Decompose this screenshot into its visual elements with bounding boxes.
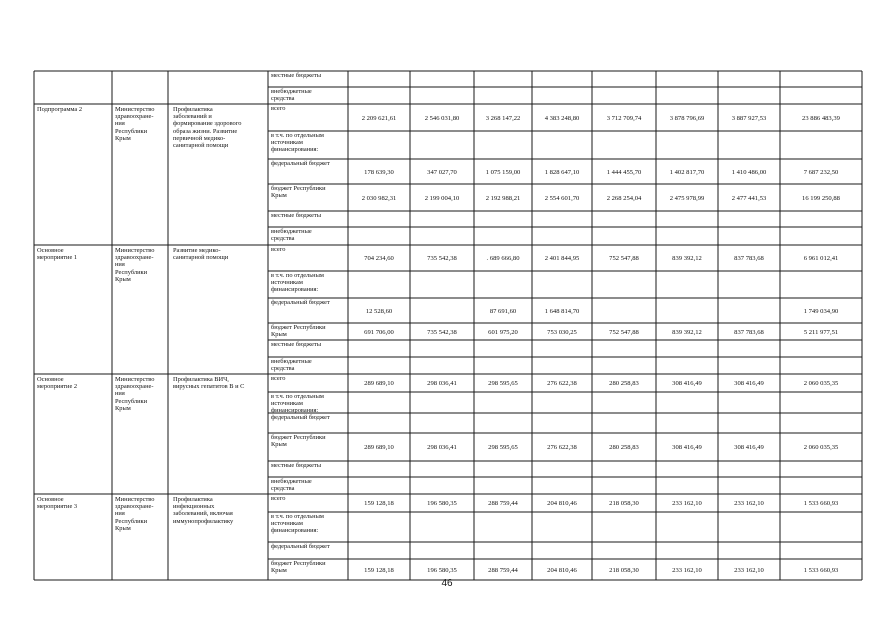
program-cell: Основное [37, 496, 64, 503]
amount-cell: 2 401 844,95 [544, 255, 580, 262]
funding-source-label: всего [271, 375, 286, 382]
funding-source-label: федеральный бюджет [271, 543, 330, 550]
amount-cell: 752 547,88 [609, 255, 639, 262]
amount-cell: 204 810,46 [547, 500, 577, 507]
amount-cell: 276 622,38 [547, 444, 577, 451]
amount-cell: 2 209 621,61 [361, 114, 397, 122]
amount-cell: 159 128,18 [364, 566, 394, 574]
amount-cell: 2 060 035,35 [803, 444, 839, 451]
funding-source-label: местные бюджеты [271, 462, 322, 469]
funding-source-label: в т.ч. по отдельным [271, 132, 324, 139]
amount-cell: 298 595,65 [488, 444, 518, 451]
funding-source-label: финансирования: [271, 286, 319, 294]
amount-cell: 1 749 034,90 [803, 307, 839, 315]
funding-source-label: внебюджетные [271, 478, 312, 485]
amount-cell: 298 036,41 [427, 444, 457, 451]
funding-source-label: средства [271, 95, 295, 103]
measure-cell: Профилактика [173, 496, 213, 503]
measure-cell: иммунопрофилактику [173, 517, 234, 525]
measure-cell: заболеваний, включая [173, 510, 233, 518]
amount-cell: 837 783,68 [734, 255, 764, 262]
executor-cell: Крым [115, 275, 131, 283]
funding-source-label: средства [271, 235, 295, 243]
funding-source-label: внебюджетные [271, 228, 312, 235]
funding-source-label: Крым [271, 331, 287, 339]
measure-cell: Профилактика [173, 106, 213, 113]
amount-cell: 1 075 159,00 [485, 168, 521, 176]
amount-cell: 5 211 977,51 [803, 328, 839, 336]
amount-cell: 691 706,00 [364, 328, 394, 336]
amount-cell: 1 444 455,70 [606, 168, 642, 176]
executor-cell: Республики [115, 127, 148, 135]
amount-cell: 308 416,49 [672, 380, 702, 387]
funding-source-label: внебюджетные [271, 358, 312, 365]
amount-cell: 280 258,83 [609, 444, 639, 451]
funding-source-label: всего [271, 495, 286, 502]
funding-source-label: средства [271, 365, 295, 373]
amount-cell: 159 128,18 [364, 500, 394, 507]
amount-cell: 23 886 483,39 [802, 114, 840, 122]
amount-cell: 87 691,60 [489, 307, 517, 315]
funding-source-label: в т.ч. по отдельным [271, 513, 324, 520]
executor-cell: ния [115, 510, 125, 518]
amount-cell: 16 199 250,88 [802, 194, 840, 202]
funding-source-label: источникам [271, 520, 303, 528]
executor-cell: ния [115, 120, 125, 128]
amount-cell: 3 887 927,53 [731, 114, 767, 122]
amount-cell: 196 580,35 [427, 500, 457, 507]
amount-cell: 2 192 988,21 [485, 194, 521, 202]
executor-cell: Республики [115, 268, 148, 276]
amount-cell: 3 712 709,74 [606, 114, 642, 122]
program-cell: Основное [37, 376, 64, 383]
amount-cell: 2 030 982,31 [361, 194, 397, 202]
funding-source-label: федеральный бюджет [271, 299, 330, 306]
funding-source-label: всего [271, 105, 286, 112]
amount-cell: 4 383 248,80 [544, 114, 580, 122]
funding-source-label: Крым [271, 441, 287, 449]
amount-cell: 704 234,60 [364, 255, 394, 262]
amount-cell: 308 416,49 [734, 380, 764, 387]
measure-cell: Развитие медико- [173, 247, 221, 254]
amount-cell: 735 542,38 [427, 328, 457, 336]
measure-cell: инфекционных [173, 503, 215, 511]
amount-cell: 3 268 147,22 [485, 114, 521, 122]
amount-cell: 289 689,10 [364, 380, 394, 387]
executor-cell: Крым [115, 404, 131, 412]
amount-cell: 6 961 012,41 [803, 255, 839, 262]
program-cell: Основное [37, 247, 64, 254]
funding-source-label: местные бюджеты [271, 72, 322, 79]
amount-cell: 1 402 817,70 [669, 168, 705, 176]
program-cell: мероприятие 3 [37, 503, 78, 511]
amount-cell: 218 058,30 [609, 566, 639, 574]
amount-cell: 298 595,65 [488, 380, 518, 387]
funding-source-label: финансирования: [271, 527, 319, 535]
executor-cell: Министерство [115, 106, 155, 113]
executor-cell: Министерство [115, 496, 155, 503]
funding-source-label: в т.ч. по отдельным [271, 272, 324, 279]
amount-cell: 12 528,60 [365, 307, 393, 315]
funding-source-label: бюджет Республики [271, 324, 326, 331]
amount-cell: 289 689,10 [364, 444, 394, 451]
amount-cell: 298 036,41 [427, 380, 457, 387]
amount-cell: 3 878 796,69 [669, 114, 705, 122]
amount-cell: 1 533 660,93 [803, 566, 839, 574]
funding-source-label: местные бюджеты [271, 212, 322, 219]
executor-cell: Министерство [115, 247, 155, 254]
amount-cell: 2 475 978,99 [669, 194, 705, 202]
executor-cell: ния [115, 261, 125, 269]
amount-cell: 1 533 660,93 [803, 500, 839, 507]
amount-cell: 2 199 004,10 [424, 194, 460, 202]
amount-cell: 1 648 814,70 [544, 307, 580, 315]
amount-cell: 218 058,30 [609, 500, 639, 507]
measure-cell: первичной медико- [173, 134, 226, 142]
amount-cell: . 689 666,80 [486, 255, 520, 262]
program-cell: мероприятие 1 [37, 254, 78, 262]
executor-cell: здравоохране- [115, 254, 154, 262]
funding-source-label: Крым [271, 567, 287, 575]
funding-source-label: средства [271, 485, 295, 493]
amount-cell: 2 477 441,53 [731, 194, 767, 202]
funding-source-label: источникам [271, 139, 303, 147]
measure-cell: образа жизни. Развитие [173, 127, 238, 135]
executor-cell: здравоохране- [115, 383, 154, 391]
measure-cell: Профилактика ВИЧ, [173, 376, 229, 383]
amount-cell: 752 547,88 [609, 328, 639, 336]
measure-cell: санитарной помощи [173, 254, 229, 262]
funding-source-label: в т.ч. по отдельным [271, 393, 324, 400]
amount-cell: 308 416,49 [672, 444, 702, 451]
amount-cell: 233 162,10 [734, 500, 764, 507]
amount-cell: 308 416,49 [734, 444, 764, 451]
executor-cell: Министерство [115, 376, 155, 383]
funding-source-label: федеральный бюджет [271, 160, 330, 167]
amount-cell: 839 392,12 [672, 328, 702, 336]
amount-cell: 178 639,30 [364, 168, 394, 176]
amount-cell: 233 162,10 [672, 500, 702, 507]
amount-cell: 204 810,46 [547, 566, 577, 574]
funding-source-label: бюджет Республики [271, 560, 326, 567]
executor-cell: здравоохране- [115, 113, 154, 121]
amount-cell: 196 580,35 [427, 566, 457, 574]
amount-cell: 7 687 232,50 [803, 168, 839, 176]
executor-cell: Крым [115, 524, 131, 532]
page-number: 46 [441, 578, 453, 589]
funding-source-label: источникам [271, 279, 303, 287]
executor-cell: Крым [115, 134, 131, 142]
funding-source-label: бюджет Республики [271, 434, 326, 441]
amount-cell: 288 759,44 [488, 566, 518, 574]
funding-source-label: всего [271, 246, 286, 253]
amount-cell: 2 554 601,70 [544, 194, 580, 202]
funding-source-label: местные бюджеты [271, 341, 322, 348]
amount-cell: 2 546 031,80 [424, 114, 460, 122]
amount-cell: 1 828 647,10 [544, 168, 580, 176]
measure-cell: заболеваний и [173, 113, 212, 121]
funding-source-label: финансирования: [271, 407, 319, 415]
measure-cell: вирусных гепатитов В и С [173, 383, 245, 391]
amount-cell: 276 622,38 [547, 380, 577, 387]
amount-cell: 735 542,38 [427, 255, 457, 262]
amount-cell: 280 258,83 [609, 380, 639, 387]
amount-cell: 753 030,25 [547, 328, 577, 336]
executor-cell: Республики [115, 517, 148, 525]
funding-source-label: Крым [271, 192, 287, 200]
executor-cell: ния [115, 390, 125, 398]
amount-cell: 347 027,70 [427, 168, 457, 176]
funding-source-label: финансирования: [271, 146, 319, 154]
amount-cell: 233 162,10 [734, 566, 764, 574]
measure-cell: формирование здорового [173, 120, 242, 128]
program-cell: мероприятие 2 [37, 383, 78, 391]
amount-cell: 233 162,10 [672, 566, 702, 574]
program-cell: Подпрограмма 2 [37, 106, 83, 113]
executor-cell: здравоохране- [115, 503, 154, 511]
amount-cell: 837 783,68 [734, 328, 764, 336]
funding-source-label: источникам [271, 400, 303, 408]
amount-cell: 601 975,20 [488, 328, 518, 336]
amount-cell: 839 392,12 [672, 255, 702, 262]
funding-source-label: бюджет Республики [271, 185, 326, 192]
amount-cell: 2 268 254,04 [606, 194, 642, 202]
amount-cell: 2 060 035,35 [803, 380, 839, 387]
amount-cell: 288 759,44 [488, 500, 518, 507]
funding-source-label: федеральный бюджет [271, 414, 330, 421]
executor-cell: Республики [115, 397, 148, 405]
funding-source-label: внебюджетные [271, 88, 312, 95]
measure-cell: санитарной помощи [173, 142, 229, 149]
amount-cell: 1 410 486,00 [731, 168, 767, 176]
